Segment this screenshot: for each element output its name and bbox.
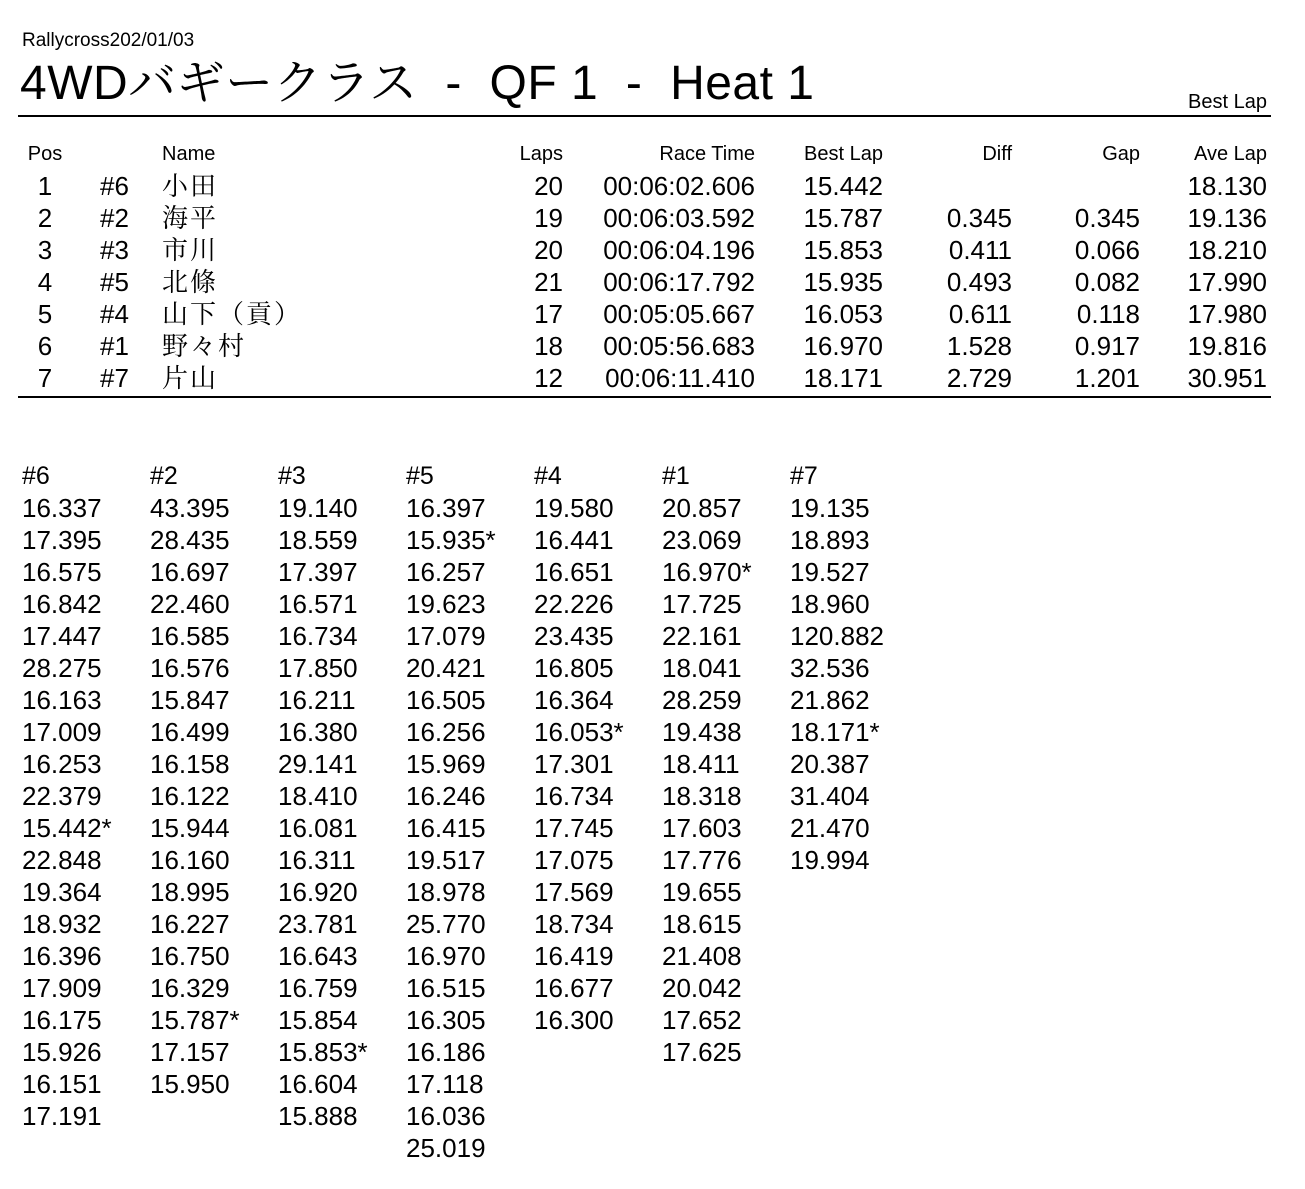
lap-time: 16.575 [22, 557, 102, 587]
lap-time: 15.853* [278, 1037, 368, 1067]
table-row [0, 170, 1305, 202]
lap-time: 17.447 [22, 621, 102, 651]
lap-time: 16.163 [22, 685, 102, 715]
bottom-divider [18, 396, 1271, 398]
lap-time: 16.734 [534, 781, 614, 811]
result-pos: 5 [37, 299, 53, 329]
lap-time: 32.536 [790, 653, 870, 683]
lap-time: 16.227 [150, 909, 230, 939]
lap-time: 22.379 [22, 781, 102, 811]
lap-time: 16.380 [278, 717, 358, 747]
lap-time: 16.257 [406, 557, 486, 587]
lap-time: 17.625 [662, 1037, 742, 1067]
lap-time: 120.882 [790, 621, 884, 651]
lap-column-header: #7 [790, 462, 818, 490]
result-ave-lap: 18.130 [1187, 171, 1267, 201]
result-diff: 0.345 [946, 203, 1012, 233]
result-best-lap: 15.853 [803, 235, 883, 265]
lap-time: 16.122 [150, 781, 230, 811]
lap-time: 17.725 [662, 589, 742, 619]
lap-time: 19.580 [534, 493, 614, 523]
lap-column-header: #5 [406, 462, 434, 490]
lap-time: 16.256 [406, 717, 486, 747]
lap-time: 16.441 [534, 525, 614, 555]
lap-time: 19.527 [790, 557, 870, 587]
lap-time: 16.805 [534, 653, 614, 683]
lap-time: 18.411 [662, 749, 740, 779]
lap-column-header: #6 [22, 462, 50, 490]
result-laps: 21 [534, 267, 563, 297]
result-race-time: 00:06:11.410 [605, 363, 755, 393]
lap-column [406, 460, 534, 1164]
result-ave-lap: 19.136 [1187, 203, 1267, 233]
header-best-lap: Best Lap [804, 143, 883, 165]
lap-column-header: #2 [150, 462, 178, 490]
page-title: 4WDバギークラス - QF 1 - Heat 1 [20, 57, 815, 110]
lap-time: 16.505 [406, 685, 486, 715]
result-gap: 0.917 [1074, 331, 1140, 361]
result-pos: 2 [37, 203, 53, 233]
lap-time: 17.850 [278, 653, 358, 683]
lap-column [534, 460, 662, 1036]
result-race-time: 00:05:56.683 [603, 331, 755, 361]
best-lap-note: Best Lap [1188, 91, 1267, 113]
lap-time: 19.623 [406, 589, 486, 619]
lap-time: 20.387 [790, 749, 870, 779]
lap-time: 18.995 [150, 877, 230, 907]
lap-time: 19.655 [662, 877, 742, 907]
result-car-number: #3 [100, 235, 129, 265]
lap-time: 25.770 [406, 909, 486, 939]
lap-time: 23.069 [662, 525, 742, 555]
lap-time: 16.419 [534, 941, 614, 971]
result-laps: 17 [534, 299, 563, 329]
result-gap: 0.345 [1074, 203, 1140, 233]
lap-time: 16.970* [662, 557, 752, 587]
result-pos: 4 [37, 267, 53, 297]
lap-time: 16.253 [22, 749, 102, 779]
results-table [0, 140, 1305, 394]
lap-time: 17.397 [278, 557, 358, 587]
lap-time: 17.569 [534, 877, 614, 907]
lap-time: 18.734 [534, 909, 614, 939]
result-pos: 6 [37, 331, 53, 361]
result-driver-name: 北條 [162, 267, 219, 297]
results-header-row [0, 140, 1305, 170]
event-subtitle: Rallycross202/01/03 [22, 30, 195, 51]
result-laps: 19 [534, 203, 563, 233]
lap-column [790, 460, 918, 876]
result-diff: 1.528 [946, 331, 1012, 361]
result-ave-lap: 19.816 [1187, 331, 1267, 361]
lap-column [150, 460, 278, 1100]
lap-time: 16.160 [150, 845, 230, 875]
result-driver-name: 市川 [162, 235, 219, 265]
lap-time: 16.211 [278, 685, 356, 715]
lap-time: 15.787* [150, 1005, 240, 1035]
result-car-number: #2 [100, 203, 129, 233]
lap-time: 16.970 [406, 941, 486, 971]
result-pos: 3 [37, 235, 53, 265]
lap-time: 16.842 [22, 589, 102, 619]
lap-time: 16.305 [406, 1005, 486, 1035]
lap-time: 16.364 [534, 685, 614, 715]
lap-column [662, 460, 790, 1068]
lap-time: 22.226 [534, 589, 614, 619]
result-race-time: 00:06:03.592 [603, 203, 755, 233]
lap-time: 20.857 [662, 493, 742, 523]
header-laps: Laps [519, 143, 563, 165]
lap-column [22, 460, 150, 1132]
lap-time: 15.926 [22, 1037, 102, 1067]
result-driver-name: 小田 [162, 171, 219, 201]
result-driver-name: 野々村 [162, 331, 247, 361]
result-laps: 20 [534, 235, 563, 265]
lap-time: 16.697 [150, 557, 230, 587]
top-divider [18, 115, 1271, 117]
lap-time: 18.318 [662, 781, 742, 811]
lap-time: 17.909 [22, 973, 102, 1003]
lap-time: 15.847 [150, 685, 230, 715]
lap-time: 18.978 [406, 877, 486, 907]
lap-time: 18.559 [278, 525, 358, 555]
result-best-lap: 16.970 [803, 331, 883, 361]
lap-time: 16.920 [278, 877, 358, 907]
lap-time: 15.854 [278, 1005, 358, 1035]
lap-time: 17.157 [150, 1037, 230, 1067]
result-best-lap: 15.787 [803, 203, 883, 233]
header-pos: Pos [27, 143, 63, 165]
table-row [0, 266, 1305, 298]
result-car-number: #6 [100, 171, 129, 201]
lap-time: 16.311 [278, 845, 356, 875]
lap-time: 18.041 [662, 653, 742, 683]
lap-time: 17.191 [22, 1101, 102, 1131]
lap-time: 18.932 [22, 909, 102, 939]
lap-time: 16.677 [534, 973, 614, 1003]
lap-time: 16.396 [22, 941, 102, 971]
lap-time: 20.421 [406, 653, 486, 683]
lap-time: 18.960 [790, 589, 870, 619]
lap-time: 18.410 [278, 781, 358, 811]
lap-time: 18.893 [790, 525, 870, 555]
lap-time: 19.517 [406, 845, 486, 875]
result-pos: 7 [37, 363, 53, 393]
lap-time: 16.053* [534, 717, 624, 747]
lap-time: 16.734 [278, 621, 358, 651]
lap-time: 16.151 [22, 1069, 102, 1099]
result-race-time: 00:05:05.667 [603, 299, 755, 329]
lap-column-header: #3 [278, 462, 306, 490]
result-diff: 2.729 [946, 363, 1012, 393]
lap-time: 28.275 [22, 653, 102, 683]
lap-time: 16.499 [150, 717, 230, 747]
lap-time: 16.036 [406, 1101, 486, 1131]
lap-time: 17.745 [534, 813, 614, 843]
lap-time: 16.604 [278, 1069, 358, 1099]
header-diff: Diff [982, 143, 1012, 165]
lap-time: 16.515 [406, 973, 486, 1003]
lap-time: 15.969 [406, 749, 486, 779]
result-driver-name: 片山 [162, 363, 219, 393]
lap-time: 16.300 [534, 1005, 614, 1035]
lap-time: 15.950 [150, 1069, 230, 1099]
lap-time: 16.246 [406, 781, 486, 811]
result-ave-lap: 18.210 [1187, 235, 1267, 265]
result-laps: 20 [534, 171, 563, 201]
result-car-number: #5 [100, 267, 129, 297]
table-row [0, 234, 1305, 266]
lap-time: 16.643 [278, 941, 358, 971]
lap-time: 18.615 [662, 909, 742, 939]
lap-time: 16.397 [406, 493, 486, 523]
result-laps: 12 [534, 363, 563, 393]
lap-time: 17.652 [662, 1005, 742, 1035]
result-diff: 0.493 [946, 267, 1012, 297]
lap-time: 25.019 [406, 1133, 486, 1163]
lap-time: 28.435 [150, 525, 230, 555]
lap-time: 22.460 [150, 589, 230, 619]
lap-times-grid [0, 460, 1305, 1172]
header-name: Name [162, 143, 216, 165]
result-ave-lap: 17.980 [1187, 299, 1267, 329]
result-best-lap: 15.935 [803, 267, 883, 297]
table-row [0, 298, 1305, 330]
lap-time: 16.175 [22, 1005, 102, 1035]
table-row [0, 202, 1305, 234]
lap-time: 29.141 [278, 749, 358, 779]
result-pos: 1 [37, 171, 53, 201]
lap-time: 20.042 [662, 973, 742, 1003]
lap-time: 17.118 [406, 1069, 484, 1099]
result-gap: 0.066 [1074, 235, 1140, 265]
lap-time: 16.329 [150, 973, 230, 1003]
result-best-lap: 15.442 [803, 171, 883, 201]
header-ave-lap: Ave Lap [1193, 143, 1267, 165]
result-car-number: #7 [100, 363, 129, 393]
lap-time: 18.171* [790, 717, 880, 747]
lap-time: 22.161 [662, 621, 742, 651]
lap-time: 43.395 [150, 493, 230, 523]
lap-time: 16.081 [278, 813, 358, 843]
result-diff: 0.611 [948, 299, 1012, 329]
result-driver-name: 山下（貢） [162, 299, 303, 329]
lap-time: 16.337 [22, 493, 102, 523]
lap-time: 16.158 [150, 749, 230, 779]
lap-time: 16.576 [150, 653, 230, 683]
lap-time: 16.585 [150, 621, 230, 651]
lap-column [278, 460, 406, 1132]
lap-time: 21.862 [790, 685, 870, 715]
lap-time: 21.408 [662, 941, 742, 971]
lap-time: 23.435 [534, 621, 614, 651]
result-race-time: 00:06:04.196 [603, 235, 755, 265]
result-diff: 0.411 [948, 235, 1012, 265]
lap-time: 16.651 [534, 557, 614, 587]
result-race-time: 00:06:17.792 [603, 267, 755, 297]
header-race-time: Race Time [659, 143, 755, 165]
header-gap: Gap [1102, 143, 1140, 165]
lap-time: 21.470 [790, 813, 870, 843]
lap-time: 16.186 [406, 1037, 486, 1067]
lap-time: 17.776 [662, 845, 742, 875]
lap-time: 15.888 [278, 1101, 358, 1131]
lap-time: 17.009 [22, 717, 102, 747]
lap-time: 22.848 [22, 845, 102, 875]
lap-column-header: #4 [534, 462, 562, 490]
result-laps: 18 [534, 331, 563, 361]
lap-time: 19.994 [790, 845, 870, 875]
lap-time: 16.415 [406, 813, 486, 843]
lap-time: 17.301 [534, 749, 614, 779]
lap-time: 16.759 [278, 973, 358, 1003]
lap-time: 16.750 [150, 941, 230, 971]
lap-time: 19.135 [790, 493, 870, 523]
result-gap: 1.201 [1074, 363, 1140, 393]
lap-time: 19.438 [662, 717, 742, 747]
lap-time: 15.442* [22, 813, 112, 843]
result-race-time: 00:06:02.606 [603, 171, 755, 201]
table-row [0, 330, 1305, 362]
result-driver-name: 海平 [162, 203, 219, 233]
result-best-lap: 18.171 [803, 363, 883, 393]
lap-time: 19.140 [278, 493, 358, 523]
lap-time: 15.944 [150, 813, 230, 843]
lap-time: 28.259 [662, 685, 742, 715]
lap-time: 16.571 [278, 589, 358, 619]
lap-column-header: #1 [662, 462, 690, 490]
result-ave-lap: 30.951 [1187, 363, 1267, 393]
table-row [0, 362, 1305, 394]
result-ave-lap: 17.990 [1187, 267, 1267, 297]
result-best-lap: 16.053 [803, 299, 883, 329]
lap-time: 17.603 [662, 813, 742, 843]
result-gap: 0.118 [1076, 299, 1140, 329]
lap-time: 23.781 [278, 909, 358, 939]
lap-time: 31.404 [790, 781, 870, 811]
result-car-number: #1 [100, 331, 129, 361]
lap-time: 17.395 [22, 525, 102, 555]
lap-time: 19.364 [22, 877, 102, 907]
lap-time: 17.079 [406, 621, 486, 651]
lap-time: 17.075 [534, 845, 614, 875]
lap-time: 15.935* [406, 525, 496, 555]
result-gap: 0.082 [1074, 267, 1140, 297]
result-car-number: #4 [100, 299, 129, 329]
